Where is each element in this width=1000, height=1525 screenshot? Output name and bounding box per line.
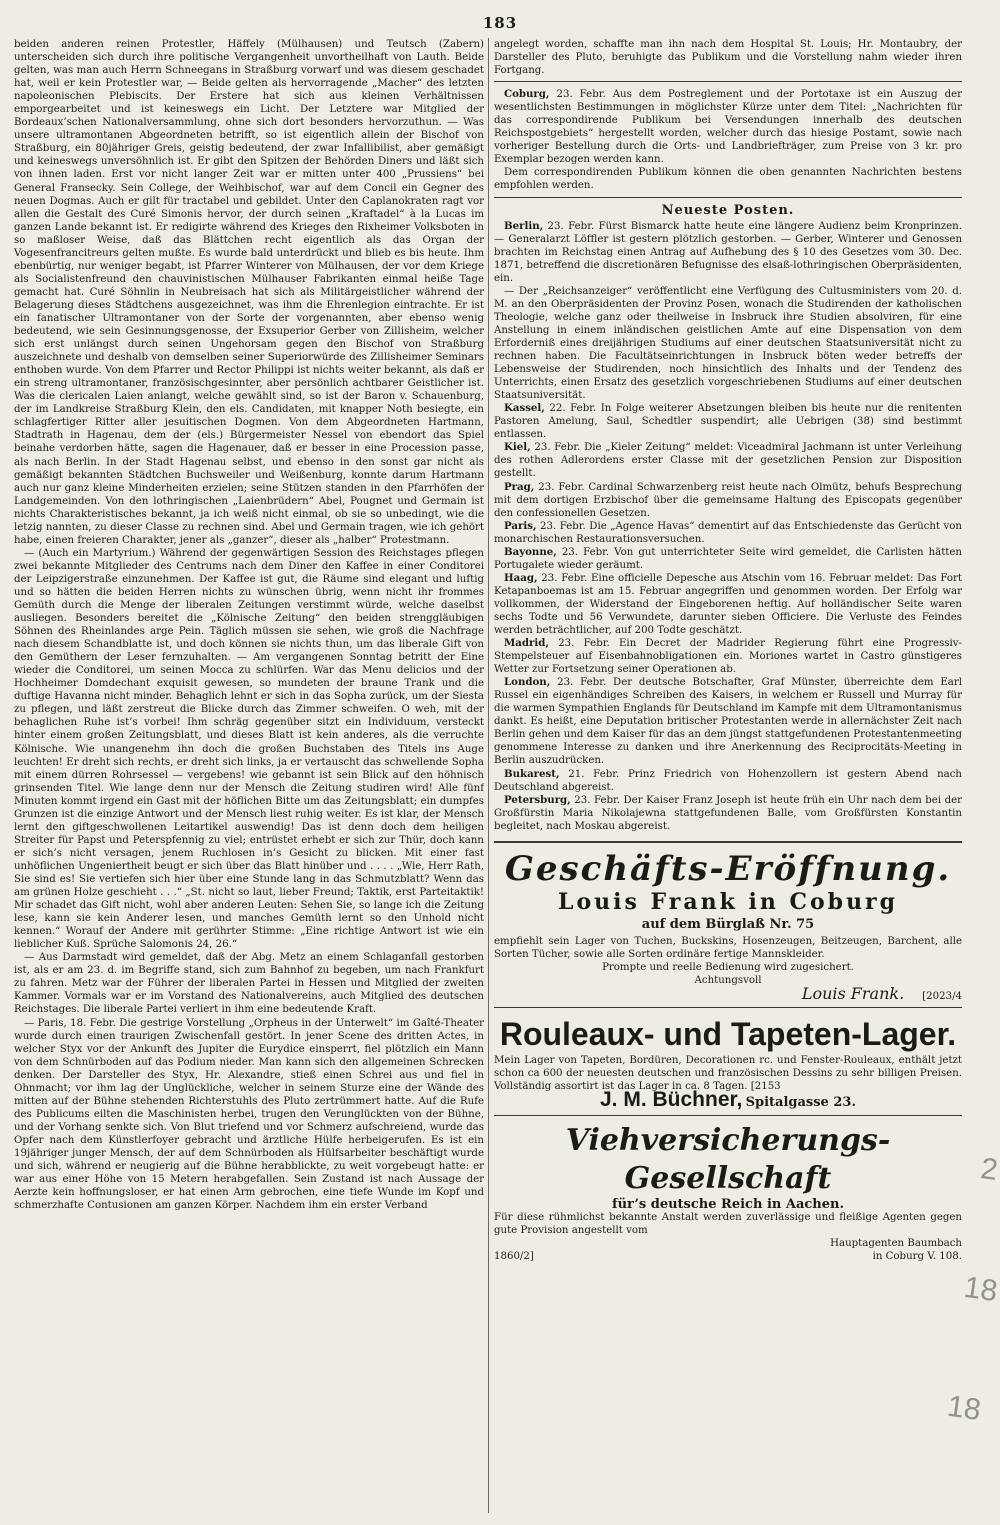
news-text: 23. Febr. Von gut unterrichteter Seite wird gemeldet, die Carlisten hätten Portugalete wieder geräumt. [494, 546, 962, 571]
news-item-haag [494, 572, 962, 637]
news-text: 21. Febr. Prinz Friedrich von Hohenzollern ist gestern Abend nach Deutschland abgereist. [494, 768, 962, 793]
news-item-petersburg [494, 794, 962, 833]
news-item-london [494, 676, 962, 767]
coburg-place: Coburg, [504, 88, 550, 101]
article-darmstadt: — Aus Darmstadt wird gemeldet, daß der Abg. Metz an einem Schlaganfall gestorben ist, als er am 23. d. im Begriffe stand, sich zum Bahnhof zu begeben, um nach Frankfurt zu fahren. Metz war der Führer der liberalen Partei in Hessen und Mitglied der zweiten Kammer. Vormals war er im Vorstand des Nationalvereins, auch Mitglied des deutschen Reichstages. Die liberale Partei verliert in ihm eine bedeutende Kraft. [14, 952, 484, 1016]
news-place: Berlin, [504, 219, 544, 232]
ad-frank-signature-line [494, 983, 962, 1003]
news-item-berlin [494, 220, 962, 285]
article-paris-theatre: — Paris, 18. Febr. Die gestrige Vorstellung „Orpheus in der Unterwelt“ im Gaîté-Theater wurde durch einen traurigen Zwischenfall gestört. In jener Scene des dritten Actes, in welcher Styx vor der Ankunft des Jupiter die Eurydice einsperrt, fiel plötzlich ein Mann von dem Schnürboden auf das Podium nieder. Man kann sich den allgemeinen Schrecken denken. Der Darsteller des Styx, Hr. Alexandre, stieß einen Schrei aus und fiel in Ohnmacht; vor ihm lag der Unglückliche, welcher in seinem Sturze eine der Wände des mitten auf der Bühne stehenden Richterstuhls des Pluto zertrümmert hatte. Auf die Rufe des Publicums eilten die Maschinisten herbei, trugen den Verunglückten von der Bühne, und der Vorhang senkte sich. Von Blut triefend und vor Schmerz aufschreiend, wurde das Opfer nach dem Künstlerfoyer gebracht und ärztliche Hülfe herbeigerufen. Es ist ein 19jähriger junger Mensch, der auf dem Schnürboden als Hülfsarbeiter beschäftigt wurde und sich, während er neugierig auf die Bühne herabblickte, zu weit vorgebeugt hatte: er war aus einer Höhe von 15 Metern herabgefallen. Sein Zustand ist nach Aussage der Aerzte kein hoffnungsloser, er hat einen Arm gebrochen, eine tiefe Wunde im Kopf und schmerzhafte Contusionen am ganzen Körper. Nachdem ihm ein erster Verband [14, 1017, 484, 1212]
news-item-paris [494, 520, 962, 546]
ad-buechner-ref: [2153 [750, 1081, 781, 1093]
news-item-reichsanzeiger [494, 285, 962, 402]
ad-frank-closing: Achtungsvoll [694, 974, 762, 986]
ad-frank-body: empfiehlt sein Lager von Tuchen, Buckskins, Hosenzeugen, Beitzeugen, Barchent, alle Sorten Tücher, sowie alle Sorten ordinäre fertige Mannskleider. [494, 935, 962, 960]
ad-vieh-headline: Viehversicherungs-Gesellschaft [565, 1123, 891, 1197]
news-place: Petersburg, [504, 793, 571, 806]
news-place: Bukarest, [504, 767, 560, 780]
coburg-notice [494, 88, 962, 166]
ad-buechner-firm-line [494, 1088, 962, 1112]
ad-vieh-signatory: Hauptagenten Baumbach [830, 1238, 962, 1250]
ad-frank-address: auf dem Bürglaß Nr. 75 [641, 916, 815, 932]
section-divider [494, 197, 962, 198]
news-item-kassel [494, 402, 962, 441]
article-martyrium: — (Auch ein Martyrium.) Während der gegenwärtigen Session des Reichstages pflegen zwei bekannte Mitglieder des Centrums nach dem Diner den Kaffee in einer Conditorei der Leipzigerstraße einzunehmen. Der Kaffee ist gut, die Räume sind elegant und luftig und so hätten die beiden Herren nichts zu wünschen übrig, wenn nicht ihr frommes Gemüth durch die Menge der liberalen Zeitungen verstimmt würde, welche daselbst ausliegen. Besonders bereitet die „Kölnische Zeitung“ den beiden strenggläubigen Söhnen des Rheinlandes arge Pein. Täglich müssen sie sehen, wie groß die Nachfrage nach diesem Schandblatte ist, und doch können sie nichts thun, um das liberale Gift von den Gemüthern der Leser fernzuhalten. — Am vergangenen Sonntag betritt der Eine wieder die Conditorei, um seinen Mocca zu schlürfen. War das Menu delicios und der Hochheimer Domdechant exquisit gewesen, so mundeten der braune Trank und die duftige Havanna nicht minder. Behaglich lehnt er sich in das Sopha zurück, um der Siesta zu pflegen, und läßt zerstreut die Blicke durch das Zimmer schweifen. O weh, mit der behaglichen Ruhe ist’s vorbei! Ihm schräg gegenüber sitzt ein Individuum, versteckt hinter einem großen Zeitungsblatt, und dieses Blatt ist kein anderes, als die verruchte Kölnische. Wie unangenehm ihn doch die großen Buchstaben des Titels ins Auge leuchten! Er dreht sich rechts, er dreht sich links, ja er vertauscht das schwellende Sopha mit einem dürren Rohrsessel — vergebens! wie gebannt ist sein Blick auf den höhnisch grinsenden Titel. Wie lange denn nur der Mensch die Zeitung studiren wird! Alle fünf Minuten kommt irgend ein Gast mit der höflichen Bitte um das Zeitungsblatt; ein dumpfes Grunzen ist die einzige Antwort und der Mensch liest ruhig weiter. Es ist klar, der Mensch lernt den giftgeschwollenen Leitartikel auswendig! Das ist denn doch dem heiligen Streiter für Papst und Peterspfennig zu viel; entrüstet erhebt er sich zur Thür, doch kann er sich’s nicht versagen, jenem Ruchlosen in’s Gesicht zu blicken. Mit einer fast unhöflichen Ungeniertheit beugt er sich über das Blatt hinüber und . . . . „Wie, Herr Rath, Sie sind es! Sie vertiefen sich hier über eine Stunde lang in das Schmutzblatt? Wenn das am grünen Holze geschieht . . .“ „St. nicht so laut, lieber Freund; Taktik, erst Parteitaktik! Mir schadet das Gift nicht, wohl aber anderen Leuten: Sehen Sie, so lange ich die Zeitung lese, kann sie kein Anderer lesen, und manches Gemüth lernt so den Unhold nicht kennen.“ Worauf der Andere mit gerührter Stimme: „Eine richtige Antwort ist wie ein lieblicher Kuß. Sprüche Salomonis 24, 26.“ [14, 547, 484, 951]
coburg-notice-2: Dem correspondirenden Publikum können die oben genannten Nachrichten bestens empfohlen werden. [494, 167, 962, 192]
ad-buechner-firm: J. M. Büchner, [600, 1088, 743, 1112]
news-item-bukarest [494, 768, 962, 794]
ad-frank-body-2: Prompte und reelle Bedienung wird zugesichert. [602, 961, 854, 973]
ad-vieh-location: in Coburg V. 108. [872, 1251, 962, 1263]
news-place: Haag, [504, 571, 538, 584]
news-place: Madrid, [504, 637, 549, 650]
left-column [14, 38, 484, 1515]
ads-divider [494, 841, 962, 843]
news-text: — Der „Reichsanzeiger“ veröffentlicht eine Verfügung des Cultusministers vom 20. d. M. an den Oberpräsidenten der Provinz Posen, wonach die Studirenden der katholischen Theologie, welche ganz oder theilweise in Insbruck ihre Studien absolviren, für eine Anstellung in einem inländischen geistlichen Amte auf eine Dispensation von dem Erforderniß eines dreijährigen Studiums auf einer deutschen Staatsuniversität nicht zu rechnen haben. Die Facultätseinrichtungen in Insbruck böten weder betreffs der Lebensweise der Studirenden, noch hinsichtlich des Inhalts und der Tendenz des Unterrichts, einen Ersatz des gesetzlich vorgeschriebenen Studiums auf einer deutschen Staatsuniversität. [494, 285, 962, 402]
news-place: London, [504, 676, 551, 689]
news-text: 23. Febr. Fürst Bismarck hatte heute eine längere Audienz beim Kronprinzen. — Generalarzt Löffler ist gestern plötzlich gestorben. — Gerber, Winterer und Genossen brachten im Reichstag einen Antrag auf Aufhebung des § 10 des Gesetzes vom 30. Dec. 1871, betreffend die discretionären Befugnisse des elsaß-lothringischen Oberpräsidenten, ein. [494, 220, 962, 284]
ad-buechner [494, 1014, 962, 1111]
handwritten-marginalia: 2 18 18 [945, 1151, 1000, 1427]
ad-buechner-address: Spitalgasse 23. [745, 1095, 856, 1111]
ad-frank-firm: Louis Frank in Coburg [557, 888, 899, 915]
article-paris-continuation: angelegt worden, schaffte man ihn nach dem Hospital St. Louis; Hr. Montaubry, der Darsteller des Pluto, beruhigte das Publikum und die Vorstellung nahm wieder ihren Fortgang. [494, 39, 962, 77]
news-text: 23. Febr. Der Kaiser Franz Joseph ist heute früh ein Uhr nach dem bei der Großfürstin Maria Nikolajewna stattgefundenen Balle, vom Großfürsten Konstantin begleitet, nach Moskau abgereist. [494, 794, 962, 832]
ad-vieh-sub: für’s deutsche Reich in Aachen. [612, 1197, 844, 1213]
news-text: 22. Febr. In Folge weiterer Absetzungen bleiben bis heute nur die renitenten Pastoren Amelung, Saul, Schedtler suspendirt; alle Uebrigen (38) sind bestimmt entlassen. [494, 403, 962, 441]
ad-frank-signature: Louis Frank. [801, 983, 905, 1003]
news-text: 23. Febr. Eine officielle Depesche aus Atschin vom 16. Februar meldet: Das Fort Ketapanboemas ist am 15. Februar angegriffen und genommen worden. Der Erfolg war vollkommen, der Widerstand der Eingeborenen heftig. Auf holländischer Seite waren sechs Todte und 56 Verwundete, darunter sieben Officiere. Die Verluste des Feindes werden beträchtlicher, auf 200 Todte geschätzt. [494, 572, 962, 637]
news-place: Kiel, [504, 441, 531, 454]
news-text: 23. Febr. Die „Kieler Zeitung“ meldet: Viceadmiral Jachmann ist unter Verleihung des rothen Adlerordens erster Classe mit der gesetzlichen Pension zur Disposition gestellt. [494, 442, 962, 480]
coburg-text: 23. Febr. Aus dem Postreglement und der Portotaxe ist ein Auszug der wesentlichsten Bestimmungen in möglichster Kürze unter dem Titel: „Nachrichten für das correspondirende Publikum bei Versendungen innerhalb des deutschen Reichspostgebiets“ hergestellt worden, welcher durch das hiesige Postamt, sowie nach vorheriger Bestellung durch die Orts- und Landbriefträger, zum Preise von 3 kr. pro Exemplar bezogen werden kann. [494, 89, 962, 166]
news-text: 23. Febr. Ein Decret der Madrider Regierung führt eine Progressiv-Stempelsteuer auf Eisenbahnobligationen ein. Moriones wartet in Castro günstigeres Wetter zur Fortsetzung seiner Operationen ab. [494, 638, 962, 676]
section-title-neueste-posten: Neueste Posten. [661, 202, 795, 218]
news-item-kiel [494, 441, 962, 480]
ad-buechner-body-text: Mein Lager von Tapeten, Bordüren, Decorationen rc. und Fenster-Rouleaux, enthält jetzt schon ca 600 der neuesten deutschen und französischen Dessins zu sehr billigen Preisen. Vollständig assortirt ist das Lager in ca. 8 Tagen. [494, 1055, 962, 1093]
news-place: Bayonne, [504, 545, 557, 558]
ad-vieh-ref: 1860/2] [494, 1251, 534, 1263]
news-text: 23. Febr. Der deutsche Botschafter, Graf Münster, überreichte dem Earl Russel ein eigenhändiges Schreiben des Kaisers, in welchem er Russell und Murray für die warmen Sympathien Englands für Deutschland im Kampfe mit dem Ultramontanismus dankt. Es heißt, eine Deputation britischer Protestanten werde in allernächster Zeit nach Berlin gehen und dem Kaiser für das an dem jüngst stattgefundenen Protestantenmeeting genommene Interesse zu danken und ihre Anerkennung des Reciprocitäts-Meeting in Berlin auszudrücken. [494, 677, 962, 767]
ad-vieh-body: Für diese rühmlichst bekannte Anstalt werden zuverlässige und fleißige Agenten gegen gute Provision angestellt vom [494, 1212, 962, 1237]
ad-viehversicherung [494, 1122, 962, 1263]
ad-buechner-headline: Rouleaux- und Tapeten-Lager. [499, 1016, 957, 1052]
ad-louis-frank [494, 849, 962, 1003]
right-column [494, 38, 962, 1515]
section-divider [494, 81, 962, 82]
article-alsace-deputies: beiden anderen reinen Protestler, Häffely (Mülhausen) und Teutsch (Zabern) unterscheiden sich durch ihre politische Vergangenheit unvortheilhaft von Lauth. Beide gelten, was man auch Herrn Schneegans in Straßburg vorwarf und was diesem geschadet hat, weil er kein Protestler war, — Beide gelten als hervorragende „Macher“ des letzten napoleonischen Plebiscits. Der Erstere hat sich aus kleinen Verhältnissen emporgearbeitet und ist keineswegs ein Licht. Der Letztere war Mitglied der Bordeaux’schen Nationalversammlung, ohne sich dort besonders hervorzuthun. — Was unsere ultramontanen Abgeordneten betrifft, so ist eigentlich allein der Bischof von Straßburg, ein 80jähriger Greis, geistig bedeutend, der zwar Infallibilist, aber gemäßigt und keineswegs unversöhnlich ist. Er gibt den Spitzen der Behörden Diners und läßt sich von ihnen laden. Erst vor nicht langer Zeit war er mitten unter 400 „Prussiens“ bei General Fransecky. Sein College, der Weihbischof, war auf dem Concil ein Gegner des neuen Dogmas. Auch er gilt für tractabel und gebildet. Unter den Caplanokraten ragt vor allen die Gestalt des Curé Simonis hervor, der durch seinen „Kraftadel“ à la Lucas im ganzen Lande bekannt ist. Er redigirte während des Krieges den Rixheimer Volksboten in so maßloser Weise, daß das Blättchen recht eigentlich als das Organ der Vogesenfrancitreurs gelten mußte. Es wurde bald unterdrückt und blieb es bis heute. Ihm ebenbürtig, nur weniger begabt, ist Pfarrer Winterer von Mülhausen, der vor dem Kriege als Socialistenfreund den chauvinistischen Mülhauser Fabrikanten einmal heiße Tage gemacht hat. Curé Söhnlin in Neubreisach hat sich als Militärgeistlicher während der Belagerung dieses Städtchens ausgezeichnet, was ihm die Ehrenlegion eintrachte. Er ist ein fanatischer Ultramontaner von der Sorte der vorgenannten, aber ebenso wenig bedeutend, wie sein Gesinnungsgenosse, der Exsuperior Gerber von Zillisheim, welcher sich erst unlängst durch seinen Ungehorsam gegen den Bischof von Straßburg auszeichnete und deshalb von demselben seiner Superiorwürde des Zillisheimer Seminars enthoben wurde. Von dem Pfarrer und Rector Philippi ist nichts weiter bekannt, als daß er ein streng ultramontaner, französischgesinnter, aber persönlich achtbarer Geistlicher ist. Was die clericalen Laien anlangt, welche gewählt sind, so ist der Baron v. Schauenburg, der im Landkreise Straßburg Klein, den els. Candidaten, mit knapper Noth besiegte, ein schlagfertiger Ritter aller jesuitischen Dogmen. Von dem Abgeordneten Hartmann, Stadtrath in Hagenau, dem der (els.) Bürgermeister Nessel von ebendort das Spiel beinahe verdorben hätte, sagen die Hagenauer, daß er besser in eine Procession passe, als nach Berlin. In der Stadt Hagenau selbst, und ebenso in den sonst gar nicht als gemäßigt bekannten Städtchen Buchsweiler und Weißenburg, konnte darum Hartmann auch nur ganz kleine Minderheiten erzielen; seine Stützen standen in den Pfarrhöfen der Landgemeinden. Von den lothringischen „Laienbrüdern“ Abel, Pougnet und Germain ist nichts Charakteristisches bekannt, ja ich weiß nicht einmal, ob sie so unbedingt, wie die letzig nannten, zu dieser Classe zu rechnen sind. Abel und Germain tragen, wie ich gehört habe, einen freieren Charakter, jener als „ganzer“, dieser als „halber“ Protestmann. [14, 39, 484, 546]
ad-frank-headline: Geschäfts-Eröffnung. [504, 848, 952, 889]
news-item-prag [494, 481, 962, 520]
ad-frank-ref: [2023/4 [922, 990, 962, 1002]
news-item-bayonne [494, 546, 962, 572]
page-number: 183 [482, 14, 518, 32]
news-list [494, 220, 962, 833]
ad-divider [494, 1007, 962, 1008]
news-place: Paris, [504, 519, 537, 532]
news-place: Prag, [504, 480, 535, 493]
news-place: Kassel, [504, 402, 545, 415]
news-text: 23. Febr. Die „Agence Havas“ dementirt auf das Entschiedenste das Gerücht von monarchischen Restaurationsversuchen. [494, 520, 962, 545]
ad-vieh-footer [494, 1250, 962, 1263]
news-item-madrid [494, 637, 962, 676]
news-text: 23. Febr. Cardinal Schwarzenberg reist heute nach Olmütz, behufs Besprechung mit dem dortigen Erzbischof über die gemeinsame Haltung des Episcopats gegenüber den confessionellen Gesetzen. [494, 481, 962, 519]
column-divider [488, 38, 489, 1513]
ad-divider [494, 1115, 962, 1116]
